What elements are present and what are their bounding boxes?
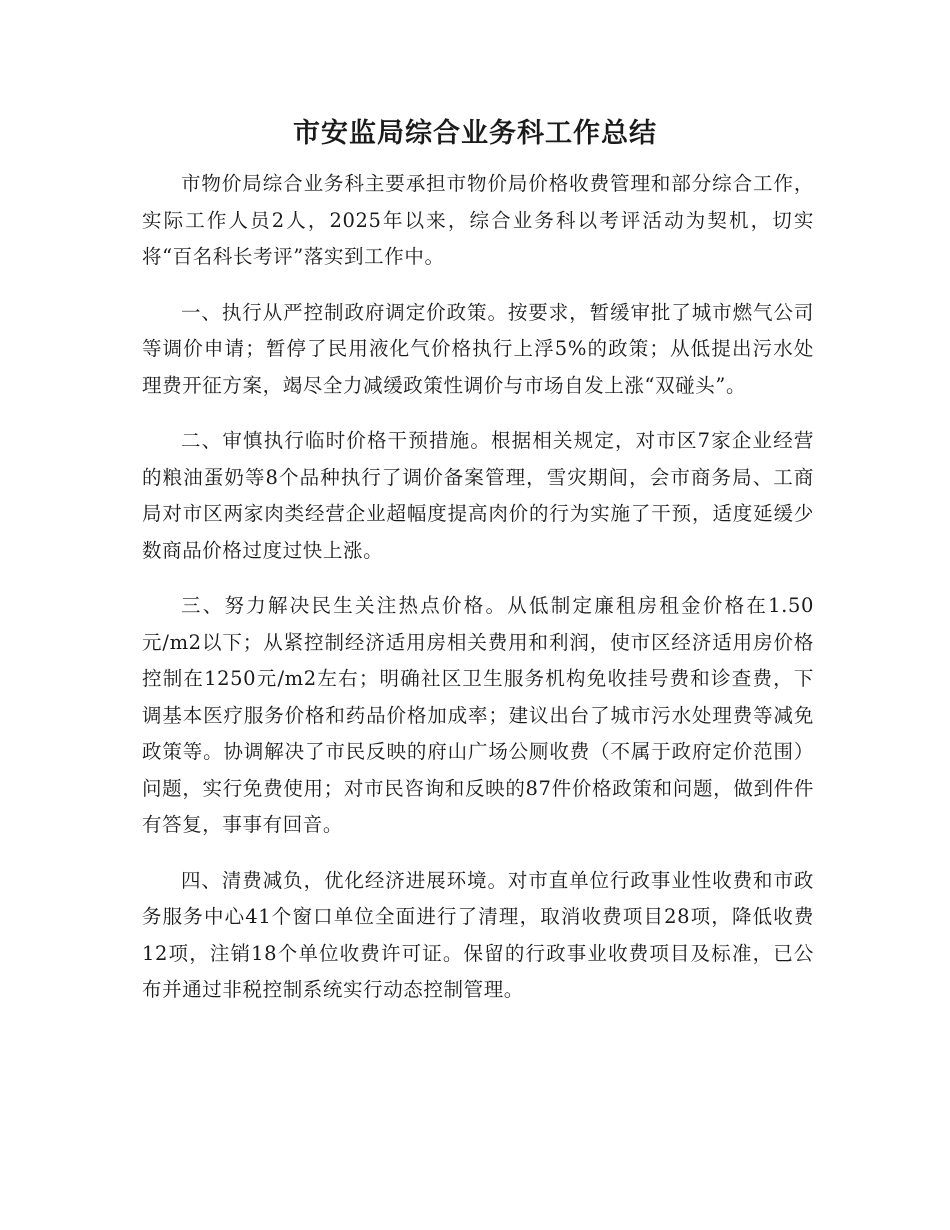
section-four-paragraph: 四、清费减负，优化经济进展环境。对市直单位行政事业性收费和市政务服务中心41个窗口单位全面进行了清理，取消收费项目28项，降低收费12项，注销18个单位收费许可证。保留的行政事业收费项目及标准，已公布并通过非税控制系统实行动态控制管理。 <box>142 868 814 1001</box>
section-one-paragraph: 一、执行从严控制政府调定价政策。按要求，暂缓审批了城市燃气公司等调价申请；暂停了民用液化气价格执行上浮5%的政策；从低提出污水处理费开征方案，竭尽全力减缓政策性调价与市场自发上涨“双碰头”。 <box>142 300 814 397</box>
intro-paragraph: 市物价局综合业务科主要承担市物价局价格收费管理和部分综合工作，实际工作人员2人，2025年以来，综合业务科以考评活动为契机，切实将“百名科长考评”落实到工作中。 <box>142 172 814 268</box>
section-three-paragraph: 三、努力解决民生关注热点价格。从低制定廉租房租金价格在1.50元/m2以下；从紧控制经济适用房相关费用和利润，使市区经济适用房价格控制在1250元/m2左右；明确社区卫生服务机构免收挂号费和诊查费，下调基本医疗服务价格和药品价格加成率；建议出台了城市污水处理费等减免政策等。协调解决了市民反映的府山广场公厕收费（不属于政府定价范围）问题，实行免费使用；对市民咨询和反映的87件价格政策和问题，做到件件有答复，事事有回音。 <box>142 594 814 836</box>
document-body <box>142 166 814 1028</box>
document-title: 市安监局综合业务科工作总结 <box>293 118 657 149</box>
section-two-paragraph: 二、审慎执行临时价格干预措施。根据相关规定，对市区7家企业经营的粮油蛋奶等8个品种执行了调价备案管理，雪灾期间，会市商务局、工商局对市区两家肉类经营企业超幅度提高肉价的行为实施了干预，适度延缓少数商品价格过度过快上涨。 <box>142 429 814 562</box>
